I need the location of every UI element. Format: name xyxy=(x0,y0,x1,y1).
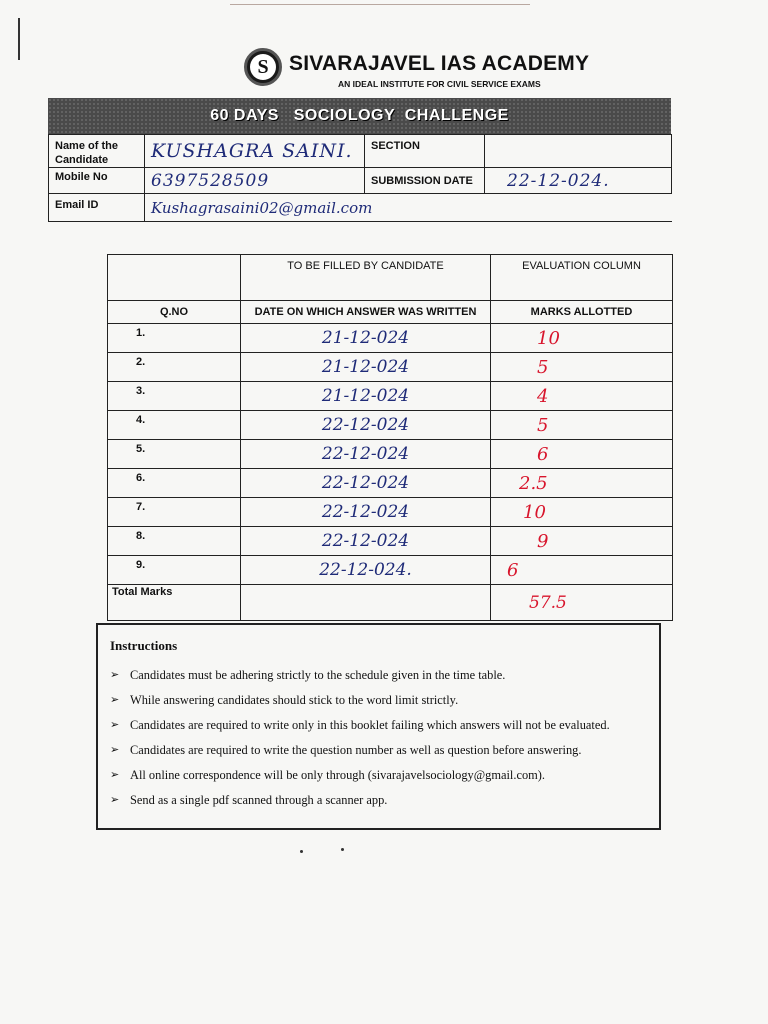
question-number: 7. xyxy=(108,498,241,527)
question-number: 9. xyxy=(108,556,241,585)
table-row xyxy=(108,498,673,527)
total-blank-cell xyxy=(241,585,491,621)
qno-header: Q.NO xyxy=(108,301,241,324)
instructions-title: Instructions xyxy=(110,638,178,653)
answer-date[interactable]: 22-12-024 xyxy=(241,498,491,527)
arrow-bullet-icon: ➢ xyxy=(110,669,120,681)
question-number: 4. xyxy=(108,411,241,440)
table-row xyxy=(108,324,673,353)
total-marks-value[interactable]: 57.5 xyxy=(491,585,673,621)
arrow-bullet-icon: ➢ xyxy=(110,719,120,731)
answer-date[interactable]: 22-12-024 xyxy=(241,527,491,556)
question-number: 1. xyxy=(108,324,241,353)
date-header: DATE ON WHICH ANSWER WAS WRITTEN xyxy=(241,301,491,324)
arrow-bullet-icon: ➢ xyxy=(110,769,120,781)
list-item: ➢ Candidates are required to write the question number as well as question before answering. xyxy=(110,738,645,763)
marks-allotted[interactable]: 5 xyxy=(491,411,673,440)
academy-logo xyxy=(244,48,282,86)
candidate-info-table xyxy=(48,134,672,222)
email-value-text: Kushagrasaini02@gmail.com xyxy=(151,198,373,217)
list-item: ➢ All online correspondence will be only through (sivarajavelsociology@gmail.com). xyxy=(110,763,645,788)
total-row xyxy=(108,585,673,621)
section-label: SECTION xyxy=(365,135,485,168)
arrow-bullet-icon: ➢ xyxy=(110,794,120,806)
list-item: ➢ Candidates are required to write only in this booklet failing which answers will not be evaluated. xyxy=(110,713,645,738)
list-item: ➢ Candidates must be adhering strictly to the schedule given in the time table. xyxy=(110,663,645,688)
list-item: ➢ Send as a single pdf scanned through a scanner app. xyxy=(110,788,645,813)
arrow-bullet-icon: ➢ xyxy=(110,694,120,706)
marks-allotted[interactable]: 6 xyxy=(491,556,673,585)
blank-header-cell xyxy=(108,255,241,301)
table-row xyxy=(108,411,673,440)
table-row xyxy=(108,440,673,469)
marks-allotted[interactable]: 10 xyxy=(491,498,673,527)
marks-allotted[interactable]: 4 xyxy=(491,382,673,411)
answer-date[interactable]: 21-12-024 xyxy=(241,382,491,411)
arrow-bullet-icon: ➢ xyxy=(110,744,120,756)
academy-name: SIVARAJAVEL IAS ACADEMY xyxy=(289,52,590,75)
submission-date-value[interactable] xyxy=(485,168,672,194)
marks-allotted[interactable]: 2.5 xyxy=(491,469,673,498)
evaluation-column-header: EVALUATION COLUMN xyxy=(491,255,673,301)
instructions-box xyxy=(96,623,661,830)
total-marks-label: Total Marks xyxy=(108,585,241,621)
email-value[interactable] xyxy=(145,194,672,222)
scan-mark-left xyxy=(18,18,20,60)
table-row xyxy=(108,527,673,556)
answer-date[interactable]: 22-12-024 xyxy=(241,469,491,498)
answer-date[interactable]: 22-12-024 xyxy=(241,411,491,440)
name-label: Name of the Candidate xyxy=(49,135,145,168)
email-label: Email ID xyxy=(49,194,145,222)
list-item: ➢ While answering candidates should stick to the word limit strictly. xyxy=(110,688,645,713)
table-row xyxy=(108,469,673,498)
logo-letter: S xyxy=(250,54,276,80)
marks-table xyxy=(107,254,673,621)
answer-date[interactable]: 21-12-024 xyxy=(241,324,491,353)
academy-tagline: AN IDEAL INSTITUTE FOR CIVIL SERVICE EXAMS xyxy=(338,79,541,89)
table-row xyxy=(108,382,673,411)
challenge-banner xyxy=(48,98,671,134)
answer-date[interactable]: 22-12-024. xyxy=(241,556,491,585)
question-number: 2. xyxy=(108,353,241,382)
banner-title: 60 DAYS SOCIOLOGY CHALLENGE xyxy=(210,107,509,124)
question-number: 8. xyxy=(108,527,241,556)
submission-date-text: 22-12-024. xyxy=(507,170,610,191)
table-row xyxy=(108,556,673,585)
name-value-text: KUSHAGRA SAINI. xyxy=(151,140,353,162)
mobile-value[interactable] xyxy=(145,168,365,194)
marks-allotted[interactable]: 5 xyxy=(491,353,673,382)
scan-mark-top xyxy=(230,4,530,5)
question-number: 5. xyxy=(108,440,241,469)
scan-dot xyxy=(341,848,344,851)
section-value[interactable] xyxy=(485,135,672,168)
candidate-section-header: TO BE FILLED BY CANDIDATE xyxy=(241,255,491,301)
instructions-list xyxy=(110,663,645,813)
question-number: 3. xyxy=(108,382,241,411)
submission-date-label: SUBMISSION DATE xyxy=(365,168,485,194)
scan-dot xyxy=(300,850,303,853)
marks-allotted[interactable]: 9 xyxy=(491,527,673,556)
answer-date[interactable]: 21-12-024 xyxy=(241,353,491,382)
mobile-label: Mobile No xyxy=(49,168,145,194)
marks-header: MARKS ALLOTTED xyxy=(491,301,673,324)
marks-allotted[interactable]: 6 xyxy=(491,440,673,469)
question-number: 6. xyxy=(108,469,241,498)
table-row xyxy=(108,353,673,382)
marks-allotted[interactable]: 10 xyxy=(491,324,673,353)
answer-date[interactable]: 22-12-024 xyxy=(241,440,491,469)
name-value[interactable] xyxy=(145,135,365,168)
mobile-value-text: 6397528509 xyxy=(151,170,270,191)
